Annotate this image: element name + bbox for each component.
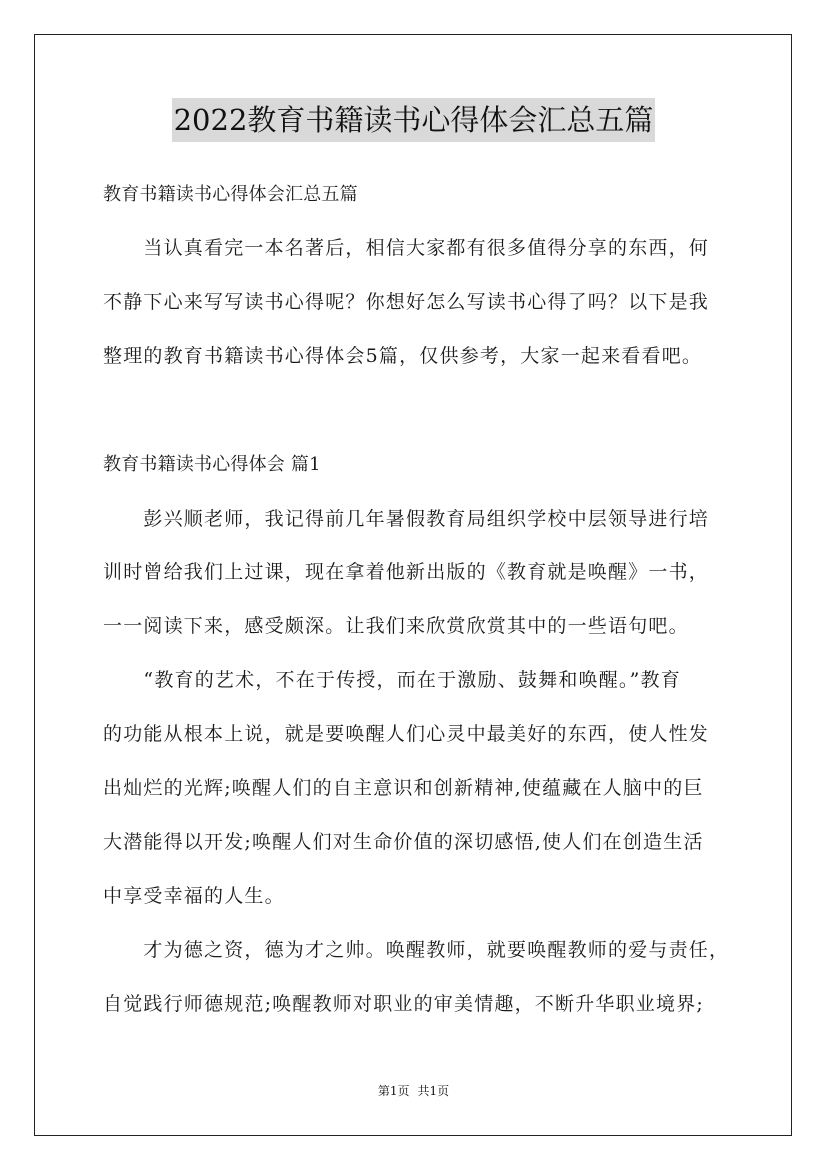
paragraph-line: 出灿烂的光辉;唤醒人们的自主意识和创新精神,使蕴藏在人脑中的巨	[103, 777, 704, 799]
paragraph-line: 彭兴顺老师，我记得前几年暑假教育局组织学校中层领导进行培	[103, 508, 710, 530]
paragraph-line: “教育的艺术，不在于传授，而在于激励、鼓舞和唤醒。”教育	[103, 669, 681, 691]
page-footer	[0, 1082, 827, 1100]
paragraph-line: 不静下心来写写读书心得呢？你想好怎么写读书心得了吗？以下是我	[103, 291, 710, 313]
paragraph-line: 训时曾给我们上过课，现在拿着他新出版的《教育就是唤醒》一书，	[103, 561, 710, 583]
page-number-total: 共1页	[417, 1084, 450, 1098]
paragraph-line: 一一阅读下来，感受颇深。让我们来欣赏欣赏其中的一些语句吧。	[103, 615, 689, 637]
paragraph-line: 整理的教育书籍读书心得体会5篇，仅供参考，大家一起来看看吧。	[103, 345, 703, 367]
paragraph-line: 自觉践行师德规范;唤醒教师对职业的审美情趣，不断升华职业境界;	[103, 993, 705, 1015]
paragraph-line: 的功能从根本上说，就是要唤醒人们心灵中最美好的东西，使人性发	[103, 723, 710, 745]
document-subtitle: 教育书籍读书心得体会汇总五篇	[103, 184, 358, 205]
paragraph-line: 当认真看完一本名著后，相信大家都有很多值得分享的东西，何	[103, 237, 710, 259]
title-container	[0, 98, 827, 142]
section-heading: 教育书籍读书心得体会 篇1	[103, 454, 321, 475]
paragraph-line: 大潜能得以开发;唤醒人们对生命价值的深切感悟,使人们在创造生活	[103, 831, 704, 853]
document-title: 2022教育书籍读书心得体会汇总五篇	[172, 98, 656, 142]
paragraph-line: 才为德之资，德为才之帅。唤醒教师，就要唤醒教师的爱与责任，	[103, 939, 730, 961]
page-number-current: 第1页	[377, 1084, 410, 1098]
paragraph-line: 中享受幸福的人生。	[103, 885, 285, 907]
